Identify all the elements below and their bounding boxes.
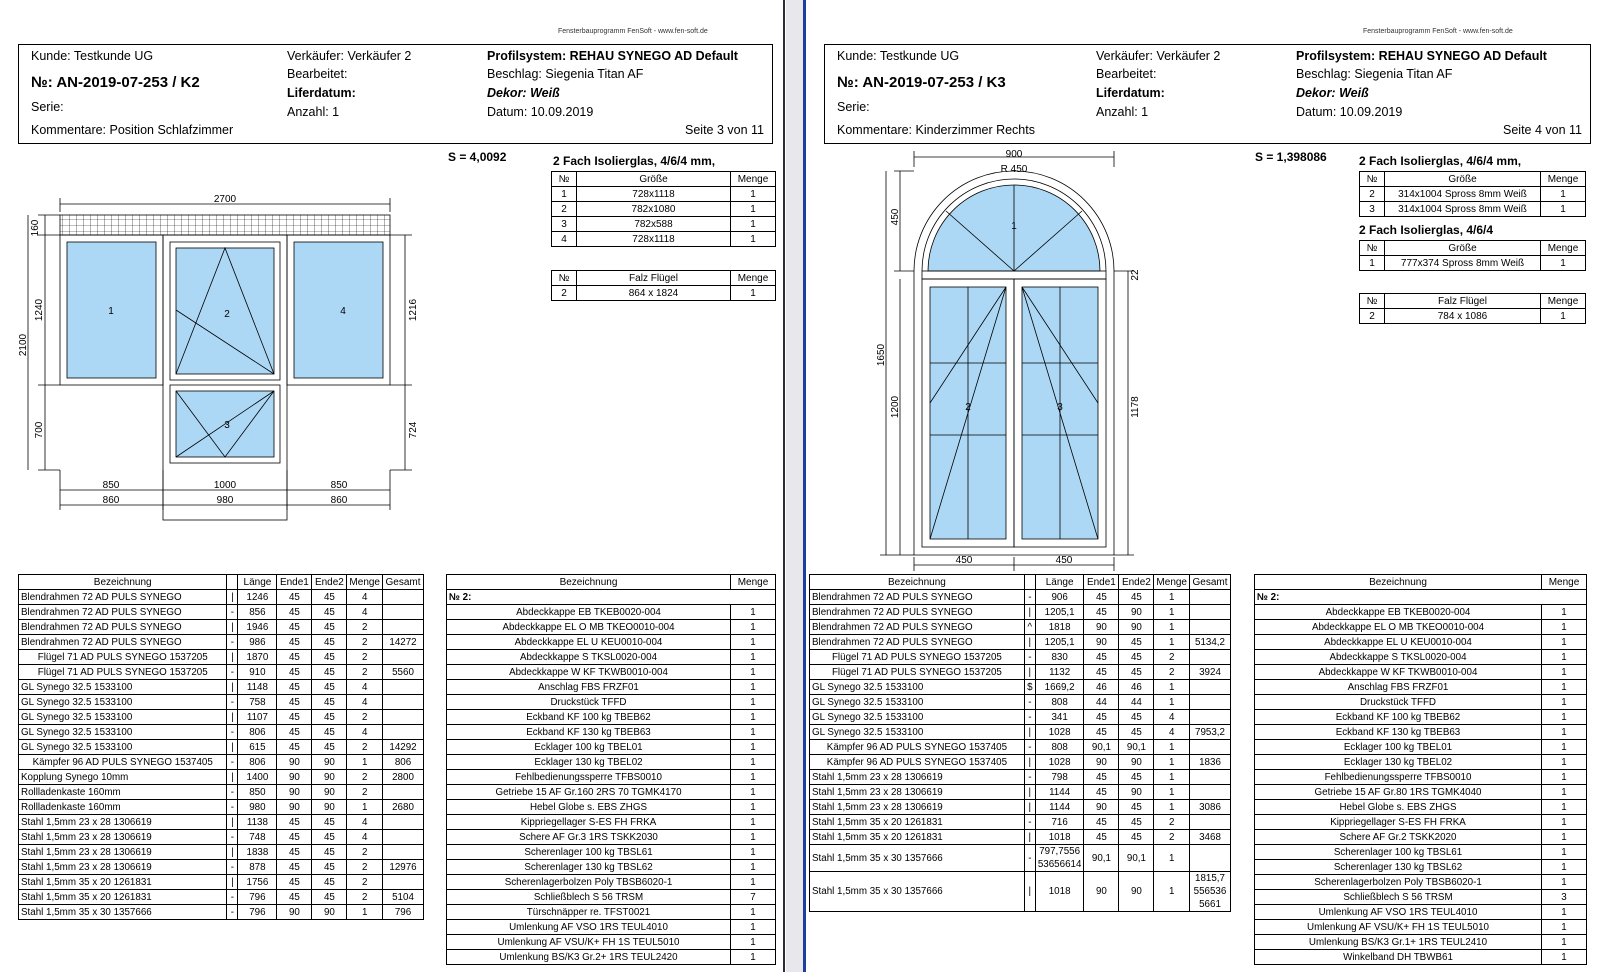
table-row: Abdeckkappe W KF TKWB0010-004 1	[447, 665, 776, 680]
table-row: 2 782x1080 1	[552, 202, 776, 217]
table-row: Stahl 1,5mm 23 x 28 1306619 | 1144 45 90 1	[810, 785, 1231, 800]
dim-b2: 980	[216, 495, 234, 506]
table-row: GL Synego 32.5 1533100 $ 1669,2 46 46 1	[810, 680, 1231, 695]
table-row: Kippriegellager S-ES FH FRKA 1	[447, 815, 776, 830]
panel-label: 1	[108, 306, 114, 317]
table-row: Anschlag FBS FRZF01 1	[447, 680, 776, 695]
table-row: 1 728x1118 1	[552, 187, 776, 202]
panel-label: 3	[1057, 402, 1063, 413]
dim-width: 900	[1005, 149, 1023, 160]
table-row: Fehlbedienungssperre TFBS0010 1	[1255, 770, 1587, 785]
edited: Bearbeitet:	[287, 67, 348, 81]
table-row: Blendrahmen 72 AD PULS SYNEGO - 856 45 45 4	[19, 605, 424, 620]
table-row: Ecklager 100 kg TBEL01 1	[447, 740, 776, 755]
dim-b3: 860	[330, 495, 348, 506]
table-row: Flügel 71 AD PULS SYNEGO 1537205 - 910 45 45 2 5560	[19, 665, 424, 680]
column-header: Menge	[347, 575, 383, 590]
falz-table: № Falz Flügel Menge 2 864 x 1824 1	[551, 270, 776, 301]
profile-system: Profilsystem: REHAU SYNEGO AD Default	[487, 49, 738, 63]
table-row: Getriebe 15 AF Gr.160 2RS 70 TGMK4170 1	[447, 785, 776, 800]
glass-table: № Größe Menge 1 777x374 Spross 8mm Weiß 1	[1359, 240, 1586, 271]
table-row: Blendrahmen 72 AD PULS SYNEGO | 1205,1 45 90 1	[810, 605, 1231, 620]
table-row: Ecklager 100 kg TBEL01 1	[1255, 740, 1587, 755]
table-row: Blendrahmen 72 AD PULS SYNEGO - 986 45 45 2 14272	[19, 635, 424, 650]
dim-b2: 450	[1055, 555, 1073, 566]
order-number: №: AN-2019-07-253 / K2	[31, 74, 200, 91]
table-row: Scherenlager 100 kg TBSL61 1	[447, 845, 776, 860]
column-header: Menge	[1542, 575, 1587, 590]
column-header: Menge	[1154, 575, 1190, 590]
table-row: Eckband KF 100 kg TBEB62 1	[447, 710, 776, 725]
quantity: Anzahl: 1	[1096, 105, 1149, 119]
dim-a1: 850	[102, 480, 120, 491]
table-row: Stahl 1,5mm 23 x 28 1306619 - 878 45 45 2 12976	[19, 860, 424, 875]
table-row: Scherenlager 130 kg TBSL62 1	[1255, 860, 1587, 875]
page-gap	[786, 0, 803, 972]
table-row: 2 314x1004 Spross 8mm Weiß 1	[1360, 187, 1586, 202]
table-row: 4 728x1118 1	[552, 232, 776, 247]
glass-table: № Größe Menge 2 314x1004 Spross 8mm Weiß 1 3 314x1004 Spross 8mm Weiß 1	[1359, 171, 1586, 217]
table-row: Schere AF Gr.2 TSKK2020 1	[1255, 830, 1587, 845]
glass-title: 2 Fach Isolierglas, 4/6/4	[1359, 223, 1494, 237]
table-row: Umlenkung AF VSU/K+ FH 1S TEUL5010 1	[447, 935, 776, 950]
accessories-table	[1254, 574, 1587, 965]
table-row: Schließblech S 56 TRSM 7	[447, 890, 776, 905]
col-size: Größe	[577, 172, 731, 187]
materials-table	[809, 574, 1231, 912]
table-row: Kämpfer 96 AD PULS SYNEGO 1537405 | 1028 90 90 1 1836	[810, 755, 1231, 770]
table-row: Umlenkung BS/K3 Gr.2+ 1RS TEUL2420 1	[447, 950, 776, 965]
table-row: Blendrahmen 72 AD PULS SYNEGO | 1246 45 45 4	[19, 590, 424, 605]
date: Datum: 10.09.2019	[487, 105, 594, 119]
panel-label: 1	[1011, 221, 1017, 232]
column-header	[1024, 575, 1035, 590]
table-row: Rollladenkaste 160mm - 850 90 90 2	[19, 785, 424, 800]
table-row: 2 864 x 1824 1	[552, 286, 776, 301]
panel-label: 3	[224, 420, 230, 431]
table-row: GL Synego 32.5 1533100 | 1107 45 45 2	[19, 710, 424, 725]
table-row: Stahl 1,5mm 23 x 28 1306619 - 798 45 45 1	[810, 770, 1231, 785]
header-box	[18, 44, 773, 144]
watermark: Fensterbauprogramm FenSoft - www.fen-soft.de	[1363, 28, 1513, 35]
section-row: № 2:	[1255, 590, 1587, 605]
table-row: Kopplung Synego 10mm | 1400 90 90 2 2800	[19, 770, 424, 785]
column-header: Bezeichnung	[1255, 575, 1542, 590]
table-row: Stahl 1,5mm 35 x 30 1357666 - 796 90 90 1 796	[19, 905, 424, 920]
table-row: Abdeckkappe S TKSL0020-004 1	[447, 650, 776, 665]
table-row: Stahl 1,5mm 23 x 28 1306619 | 1138 45 45 4	[19, 815, 424, 830]
dim-b1: 860	[102, 495, 120, 506]
column-header: Bezeichnung	[19, 575, 227, 590]
table-row: Abdeckkappe S TKSL0020-004 1	[1255, 650, 1587, 665]
customer: Kunde: Testkunde UG	[837, 49, 960, 63]
date: Datum: 10.09.2019	[1296, 105, 1403, 119]
table-row: Eckband KF 130 kg TBEB63 1	[1255, 725, 1587, 740]
comment: Kommentare: Kinderzimmer Rechts	[837, 123, 1035, 137]
table-row: Scherenlager 130 kg TBSL62 1	[447, 860, 776, 875]
table-row: Fehlbedienungssperre TFBS0010 1	[447, 770, 776, 785]
column-header: Bezeichnung	[810, 575, 1025, 590]
dim-right: 1178	[1130, 396, 1141, 418]
hardware: Beschlag: Siegenia Titan AF	[1296, 67, 1453, 81]
column-header: Ende2	[1119, 575, 1154, 590]
table-row: Schere AF Gr.3 1RS TSKK2030 1	[447, 830, 776, 845]
table-row: GL Synego 32.5 1533100 - 806 45 45 4	[19, 725, 424, 740]
table-row: 2 784 x 1086 1	[1360, 309, 1586, 324]
edited: Bearbeitet:	[1096, 67, 1157, 81]
glass-table	[551, 171, 776, 247]
table-row: GL Synego 32.5 1533100 - 758 45 45 4	[19, 695, 424, 710]
table-row: Stahl 1,5mm 23 x 28 1306619 | 1838 45 45 2	[19, 845, 424, 860]
table-row: 1 777x374 Spross 8mm Weiß 1	[1360, 256, 1586, 271]
materials-table	[18, 574, 424, 920]
delivery-date: Liferdatum:	[287, 86, 356, 100]
table-row: Druckstück TFFD 1	[1255, 695, 1587, 710]
table-row: Scherenlagerbolzen Poly TBSB6020-1 1	[447, 875, 776, 890]
table-row: Rollladenkaste 160mm - 980 90 90 1 2680	[19, 800, 424, 815]
table-row: GL Synego 32.5 1533100 | 1148 45 45 4	[19, 680, 424, 695]
table-row: Abdeckkappe EL O MB TKEO0010-004 1	[447, 620, 776, 635]
dim-radius: R 450	[1000, 164, 1028, 175]
table-row: Flügel 71 AD PULS SYNEGO 1537205 | 1870 45 45 2	[19, 650, 424, 665]
table-row: Flügel 71 AD PULS SYNEGO 1537205 - 830 45 45 2	[810, 650, 1231, 665]
column-header	[227, 575, 238, 590]
series: Serie:	[837, 100, 870, 114]
page-number: Seite 3 von 11	[685, 123, 764, 137]
table-row: Blendrahmen 72 AD PULS SYNEGO | 1205,1 90 45 1 5134,2	[810, 635, 1231, 650]
table-row: 3 782x588 1	[552, 217, 776, 232]
dim-height: 2100	[18, 333, 29, 357]
table-row: Umlenkung AF VSO 1RS TEUL4010 1	[447, 920, 776, 935]
column-header: Ende1	[277, 575, 312, 590]
decor: Dekor: Weiß	[487, 86, 560, 100]
column-header: Länge	[238, 575, 277, 590]
header-box	[824, 44, 1591, 144]
table-row: Blendrahmen 72 AD PULS SYNEGO | 1946 45 45 2	[19, 620, 424, 635]
table-row: Flügel 71 AD PULS SYNEGO 1537205 | 1132 45 45 2 3924	[810, 665, 1231, 680]
table-row: Abdeckkappe EL U KEU0010-004 1	[447, 635, 776, 650]
table-row: Stahl 1,5mm 23 x 28 1306619 - 748 45 45 4	[19, 830, 424, 845]
profile-system: Profilsystem: REHAU SYNEGO AD Default	[1296, 49, 1547, 63]
dim-a2: 1000	[213, 480, 237, 491]
dim-width: 2700	[213, 194, 237, 205]
table-row: Stahl 1,5mm 35 x 30 1357666 | 1018 90 90 1 1815,7 556536 5661	[810, 872, 1231, 912]
dim-lower: 1200	[890, 395, 901, 419]
panel-label: 4	[340, 306, 346, 317]
table-row: Ecklager 130 kg TBEL02 1	[1255, 755, 1587, 770]
table-row: Kämpfer 96 AD PULS SYNEGO 1537405 - 808 90,1 90,1 1	[810, 740, 1231, 755]
seller: Verkäufer: Verkäufer 2	[1096, 49, 1221, 63]
table-row: GL Synego 32.5 1533100 - 341 45 45 4	[810, 710, 1231, 725]
table-row: Abdeckkappe W KF TKWB0010-004 1	[1255, 665, 1587, 680]
table-row: Stahl 1,5mm 35 x 20 1261831 - 796 45 45 2 5104	[19, 890, 424, 905]
column-header: Gesamt	[383, 575, 424, 590]
dim-top: 160	[30, 219, 41, 237]
table-row: Schließblech S 56 TRSM 3	[1255, 890, 1587, 905]
table-row: Getriebe 15 AF Gr.80 1RS TGMK4040 1	[1255, 785, 1587, 800]
dim-right-mid: 1216	[408, 298, 419, 322]
table-row: Scherenlager 100 kg TBSL61 1	[1255, 845, 1587, 860]
comment: Kommentare: Position Schlafzimmer	[31, 123, 234, 137]
table-row: Abdeckkappe EB TKEB0020-004 1	[447, 605, 776, 620]
column-header: Ende1	[1084, 575, 1119, 590]
col-qty: Menge	[731, 172, 776, 187]
table-row: Abdeckkappe EL O MB TKEO0010-004 1	[1255, 620, 1587, 635]
table-row: Hebel Globe s. EBS ZHGS 1	[1255, 800, 1587, 815]
table-row: Kippriegellager S-ES FH FRKA 1	[1255, 815, 1587, 830]
table-row: Stahl 1,5mm 35 x 20 1261831 | 1018 45 45 2 3468	[810, 830, 1231, 845]
dim-height: 1650	[876, 343, 887, 367]
table-row: Hebel Globe s. EBS ZHGS 1	[447, 800, 776, 815]
panel-label: 2	[224, 309, 230, 320]
table-row: Anschlag FBS FRZF01 1	[1255, 680, 1587, 695]
table-row: Abdeckkappe EL U KEU0010-004 1	[1255, 635, 1587, 650]
dim-right-low: 724	[408, 421, 419, 439]
order-number: №: AN-2019-07-253 / K3	[837, 74, 1006, 91]
column-header: Menge	[731, 575, 776, 590]
table-row: Stahl 1,5mm 23 x 28 1306619 | 1144 90 45 1 3086	[810, 800, 1231, 815]
table-row: Ecklager 130 kg TBEL02 1	[447, 755, 776, 770]
table-row: GL Synego 32.5 1533100 | 1028 45 45 4 7953,2	[810, 725, 1231, 740]
table-row: Eckband KF 130 kg TBEB63 1	[447, 725, 776, 740]
area-value: S = 1,398086	[1255, 150, 1327, 164]
dim-left-low: 700	[34, 421, 45, 439]
customer: Kunde: Testkunde UG	[31, 49, 154, 63]
table-row: Kämpfer 96 AD PULS SYNEGO 1537405 - 806 90 90 1 806	[19, 755, 424, 770]
window-drawing	[0, 190, 440, 530]
table-row: Eckband KF 100 kg TBEB62 1	[1255, 710, 1587, 725]
panel-label: 2	[965, 402, 971, 413]
column-header: Länge	[1035, 575, 1084, 590]
table-row: Stahl 1,5mm 35 x 30 1357666 - 797,7556 53656614 90,1 90,1 1	[810, 845, 1231, 872]
seller: Verkäufer: Verkäufer 2	[287, 49, 412, 63]
column-header: Bezeichnung	[447, 575, 731, 590]
dim-transom: 22	[1130, 269, 1141, 281]
table-row: Stahl 1,5mm 35 x 20 1261831 | 1756 45 45 2	[19, 875, 424, 890]
page-number: Seite 4 von 11	[1503, 123, 1582, 137]
dim-b1: 450	[955, 555, 973, 566]
watermark: Fensterbauprogramm FenSoft - www.fen-soft.de	[558, 28, 708, 35]
falz-table: № Falz Flügel Menge 2 784 x 1086 1	[1359, 293, 1586, 324]
table-row: Winkelband DH TBWB61 1	[1255, 950, 1587, 965]
quantity: Anzahl: 1	[287, 105, 340, 119]
table-row: Umlenkung AF VSO 1RS TEUL4010 1	[1255, 905, 1587, 920]
column-header: Ende2	[312, 575, 347, 590]
delivery-date: Liferdatum:	[1096, 86, 1165, 100]
document-page-3	[0, 0, 785, 972]
table-row: Abdeckkappe EB TKEB0020-004 1	[1255, 605, 1587, 620]
table-row: GL Synego 32.5 1533100 - 808 44 44 1	[810, 695, 1231, 710]
table-row: Druckstück TFFD 1	[447, 695, 776, 710]
accessories-table	[446, 574, 776, 965]
table-row: Umlenkung BS/K3 Gr.1+ 1RS TEUL2410 1	[1255, 935, 1587, 950]
arch-window-drawing	[866, 145, 1196, 575]
table-row: Scherenlagerbolzen Poly TBSB6020-1 1	[1255, 875, 1587, 890]
col-no: №	[552, 172, 577, 187]
hardware: Beschlag: Siegenia Titan AF	[487, 67, 644, 81]
table-row: Blendrahmen 72 AD PULS SYNEGO ^ 1818 90 90 1	[810, 620, 1231, 635]
series: Serie:	[31, 100, 64, 114]
table-row: Blendrahmen 72 AD PULS SYNEGO - 906 45 45 1	[810, 590, 1231, 605]
table-row: Türschnäpper re. TFST0021 1	[447, 905, 776, 920]
dim-left-mid: 1240	[34, 298, 45, 322]
decor: Dekor: Weiß	[1296, 86, 1369, 100]
table-row: 3 314x1004 Spross 8mm Weiß 1	[1360, 202, 1586, 217]
section-row: № 2:	[447, 590, 776, 605]
dim-arch: 450	[890, 208, 901, 226]
glass-title: 2 Fach Isolierglas, 4/6/4 mm,	[553, 154, 716, 168]
table-row: Stahl 1,5mm 35 x 20 1261831 - 716 45 45 2	[810, 815, 1231, 830]
dim-a3: 850	[330, 480, 348, 491]
column-header: Gesamt	[1190, 575, 1231, 590]
table-row: Umlenkung AF VSU/K+ FH 1S TEUL5010 1	[1255, 920, 1587, 935]
document-page-4	[803, 0, 1601, 972]
glass-title: 2 Fach Isolierglas, 4/6/4 mm,	[1359, 154, 1522, 168]
area-value: S = 4,0092	[448, 150, 507, 164]
table-row: GL Synego 32.5 1533100 | 615 45 45 2 14292	[19, 740, 424, 755]
